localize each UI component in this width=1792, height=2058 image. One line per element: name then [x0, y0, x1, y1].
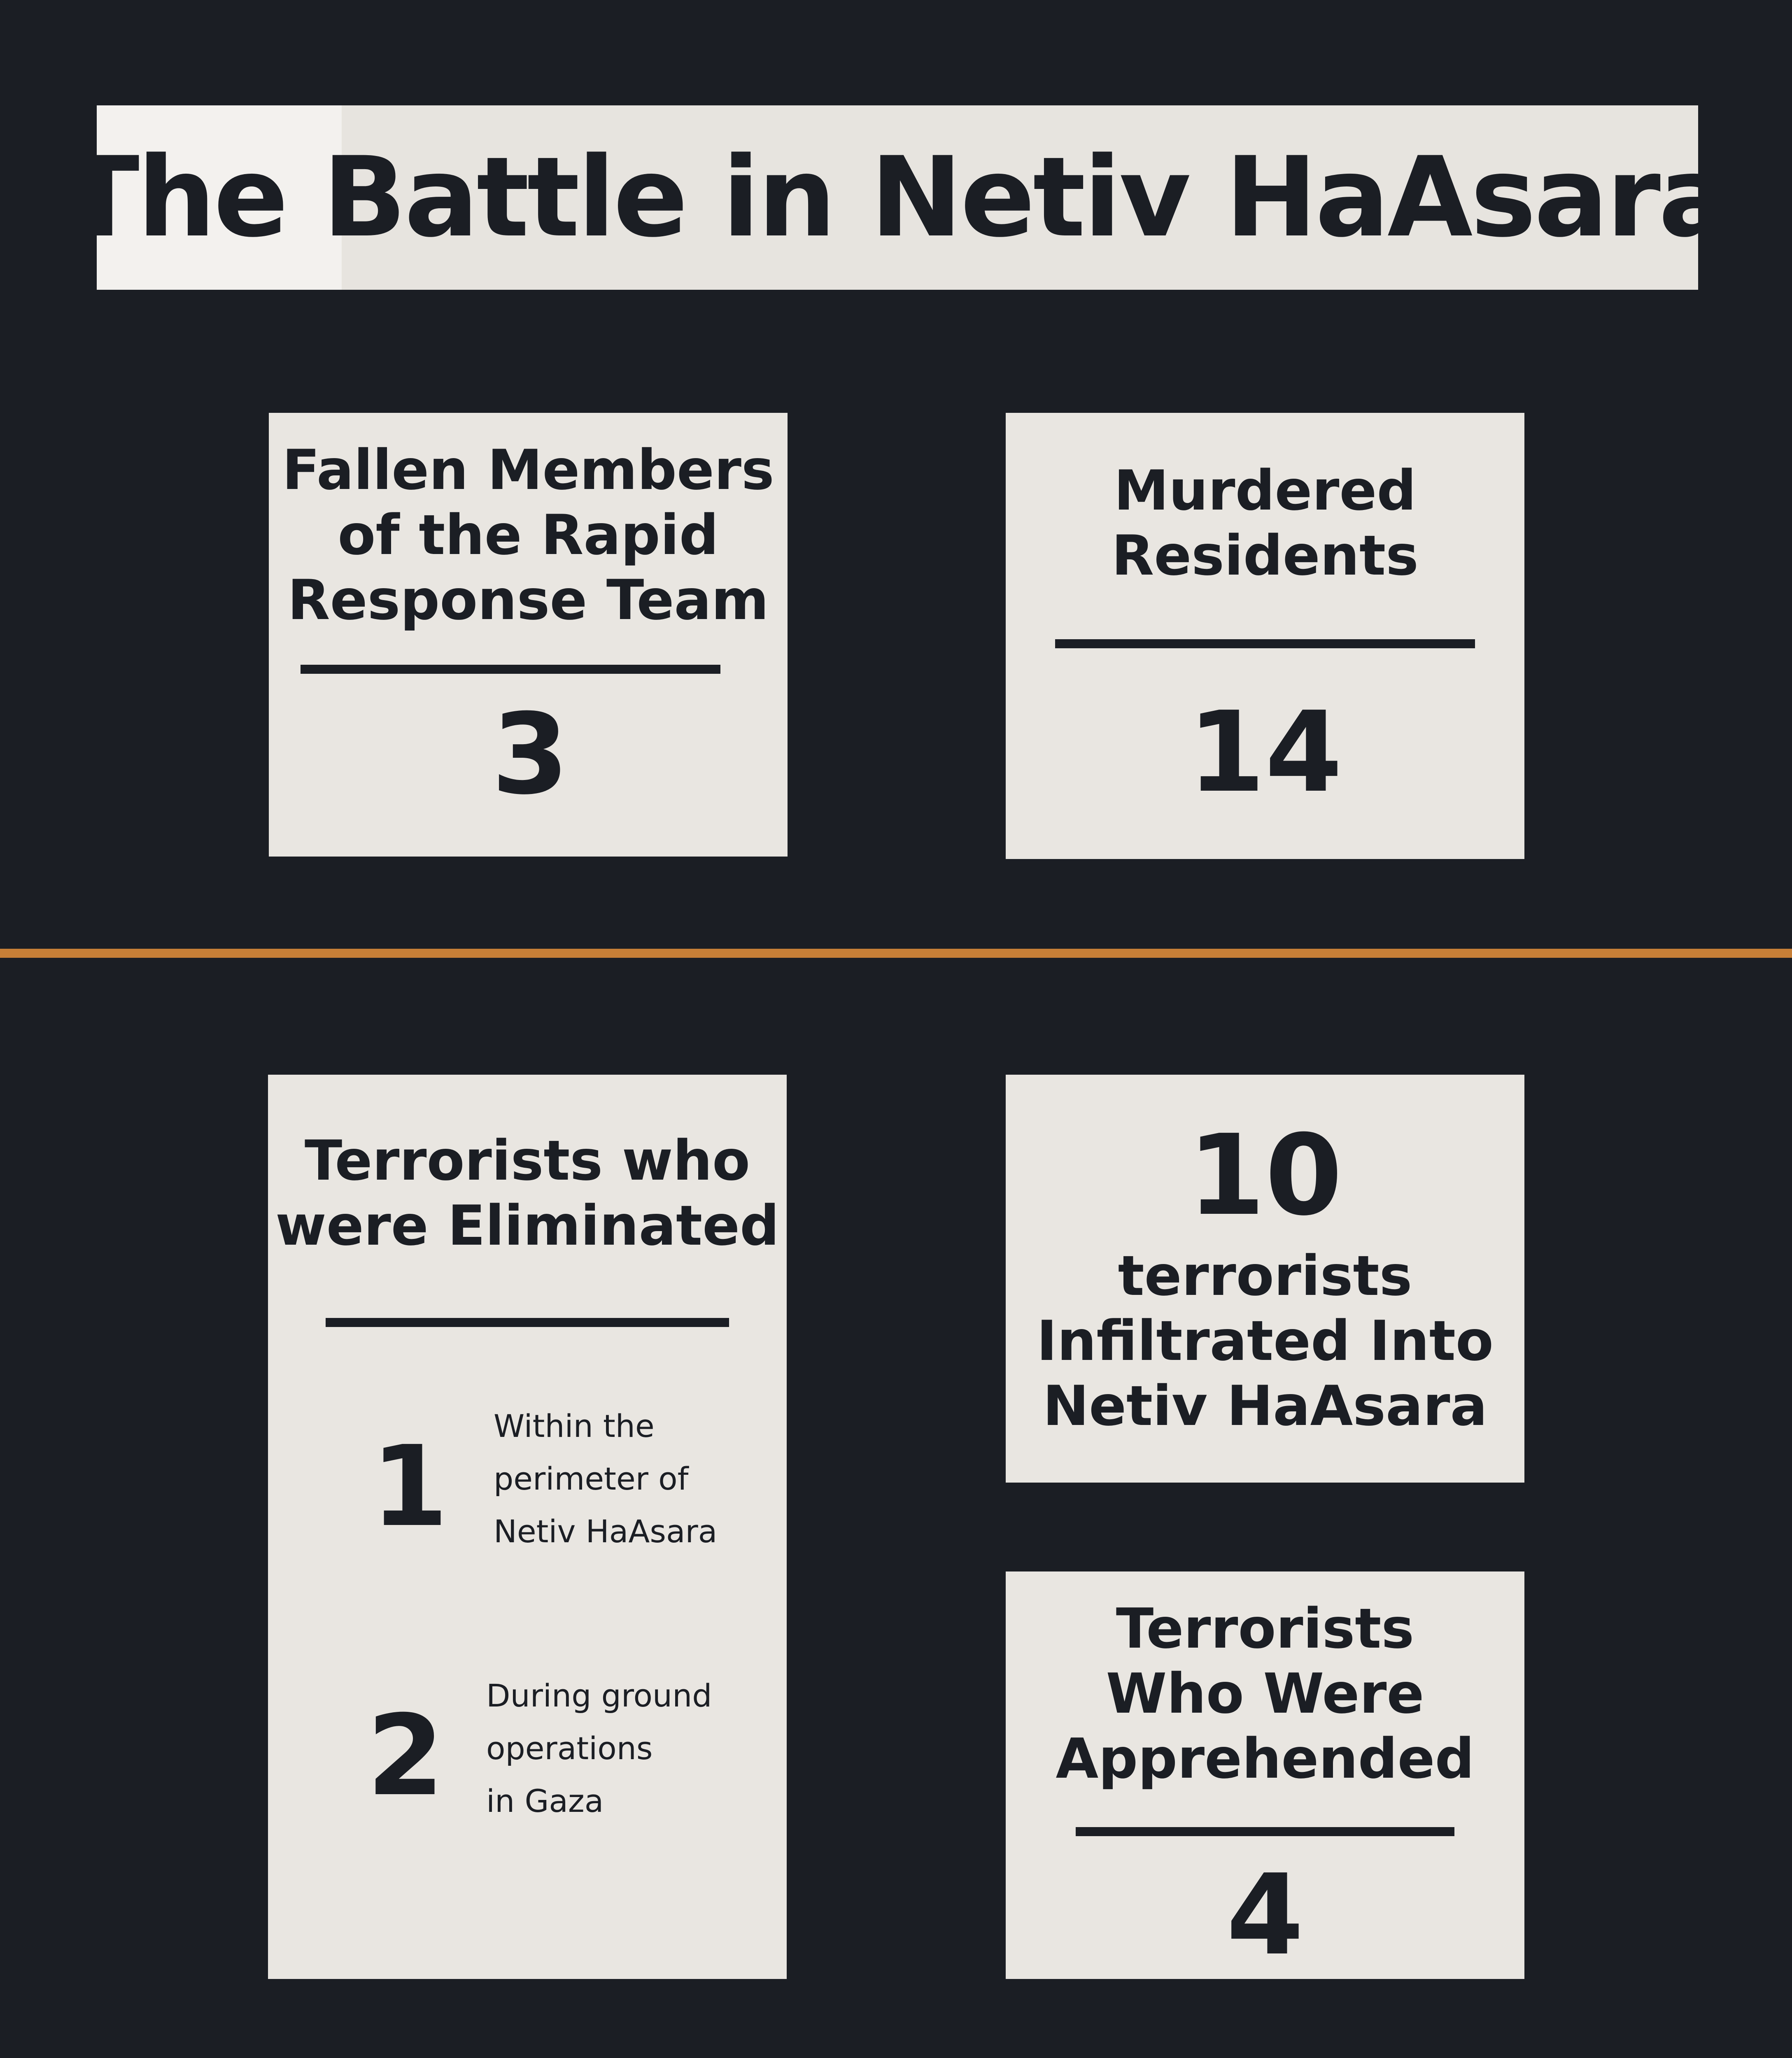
title-banner [64, 105, 1731, 290]
eliminated-terrorists-card [268, 1075, 787, 1979]
apprehended-terrorists-divider [1076, 1827, 1454, 1836]
murdered-residents-heading: Murdered Residents [1112, 459, 1419, 588]
apprehended-terrorists-count: 4 [1226, 1850, 1304, 1980]
infiltrated-terrorists-label: terrorists Infiltrated Into Netiv HaAsara [1037, 1244, 1494, 1439]
eliminated-terrorists-divider [326, 1318, 729, 1327]
infiltrated-terrorists-card [1006, 1075, 1524, 1483]
eliminated-gaza-count: 2 [367, 1691, 444, 1821]
eliminated-perimeter-count: 1 [371, 1422, 448, 1551]
murdered-residents-card [1006, 413, 1524, 859]
fallen-members-card [269, 413, 788, 857]
eliminated-perimeter-label: Within the perimeter of Netiv HaAsara [494, 1408, 718, 1550]
eliminated-terrorists-heading: Terrorists who were Eliminated [275, 1129, 779, 1258]
section-separator [0, 949, 1792, 958]
murdered-residents-count: 14 [1188, 687, 1342, 817]
murdered-residents-divider [1055, 639, 1475, 648]
fallen-members-count: 3 [492, 689, 569, 819]
fallen-members-divider [301, 665, 720, 674]
page-title: The Battle in Netiv HaAsara [64, 133, 1731, 262]
apprehended-terrorists-card [1006, 1571, 1524, 1979]
eliminated-gaza-label: During ground operations in Gaza [486, 1677, 712, 1819]
fallen-members-heading: Fallen Members of the Rapid Response Team [282, 438, 774, 633]
infiltrated-terrorists-count: 10 [1188, 1110, 1342, 1240]
apprehended-terrorists-heading: Terrorists Who Were Apprehended [1056, 1597, 1475, 1791]
